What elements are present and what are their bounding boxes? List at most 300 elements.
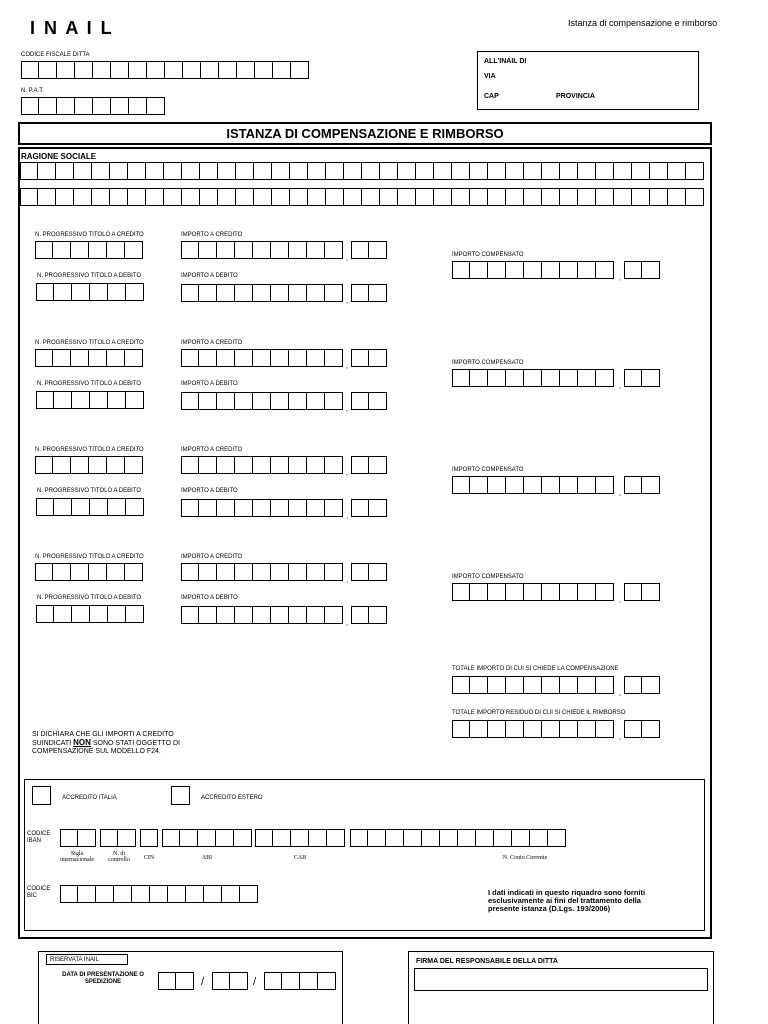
importo-debito-decimal-2[interactable] [351, 392, 387, 410]
importo-compensato-decimal-4[interactable] [624, 583, 660, 601]
char-cell[interactable] [351, 241, 369, 259]
char-cell[interactable] [201, 61, 219, 79]
char-cell[interactable] [548, 829, 566, 847]
char-cell[interactable] [39, 97, 57, 115]
char-cell[interactable] [642, 369, 660, 387]
char-cell[interactable] [686, 188, 704, 206]
char-cell[interactable] [434, 162, 452, 180]
char-cell[interactable] [344, 162, 362, 180]
char-cell[interactable] [318, 972, 336, 990]
char-cell[interactable] [440, 829, 458, 847]
char-cell[interactable] [560, 261, 578, 279]
char-cell[interactable] [199, 284, 217, 302]
char-cell[interactable] [147, 61, 165, 79]
char-cell[interactable] [506, 676, 524, 694]
char-cell[interactable] [380, 162, 398, 180]
char-cell[interactable] [351, 284, 369, 302]
char-cell[interactable] [271, 563, 289, 581]
char-cell[interactable] [176, 972, 194, 990]
importo-compensato-decimal-3[interactable] [624, 476, 660, 494]
char-cell[interactable] [129, 97, 147, 115]
char-cell[interactable] [164, 162, 182, 180]
char-cell[interactable] [452, 676, 470, 694]
char-cell[interactable] [20, 188, 38, 206]
char-cell[interactable] [290, 188, 308, 206]
prog-credito-input-3[interactable] [35, 456, 143, 474]
char-cell[interactable] [488, 261, 506, 279]
char-cell[interactable] [578, 676, 596, 694]
char-cell[interactable] [368, 829, 386, 847]
char-cell[interactable] [35, 349, 53, 367]
char-cell[interactable] [307, 241, 325, 259]
char-cell[interactable] [369, 456, 387, 474]
char-cell[interactable] [216, 829, 234, 847]
total-compensazione-integer[interactable] [452, 676, 614, 694]
char-cell[interactable] [542, 369, 560, 387]
char-cell[interactable] [350, 829, 368, 847]
char-cell[interactable] [434, 188, 452, 206]
char-cell[interactable] [624, 261, 642, 279]
iban-conto-corrente[interactable] [350, 829, 566, 847]
char-cell[interactable] [524, 261, 542, 279]
char-cell[interactable] [235, 499, 253, 517]
char-cell[interactable] [199, 563, 217, 581]
char-cell[interactable] [89, 349, 107, 367]
char-cell[interactable] [271, 456, 289, 474]
char-cell[interactable] [632, 162, 650, 180]
char-cell[interactable] [199, 241, 217, 259]
char-cell[interactable] [89, 456, 107, 474]
char-cell[interactable] [325, 392, 343, 410]
char-cell[interactable] [369, 241, 387, 259]
char-cell[interactable] [182, 188, 200, 206]
char-cell[interactable] [308, 188, 326, 206]
char-cell[interactable] [111, 97, 129, 115]
char-cell[interactable] [642, 676, 660, 694]
char-cell[interactable] [107, 563, 125, 581]
char-cell[interactable] [56, 188, 74, 206]
pat-input[interactable] [21, 97, 165, 115]
char-cell[interactable] [181, 392, 199, 410]
char-cell[interactable] [452, 162, 470, 180]
char-cell[interactable] [524, 369, 542, 387]
char-cell[interactable] [90, 391, 108, 409]
char-cell[interactable] [60, 829, 78, 847]
char-cell[interactable] [578, 583, 596, 601]
char-cell[interactable] [78, 829, 96, 847]
iban-sigla-internazionale[interactable] [60, 829, 96, 847]
char-cell[interactable] [650, 162, 668, 180]
char-cell[interactable] [111, 61, 129, 79]
char-cell[interactable] [307, 456, 325, 474]
char-cell[interactable] [217, 499, 235, 517]
char-cell[interactable] [596, 261, 614, 279]
char-cell[interactable] [57, 61, 75, 79]
char-cell[interactable] [54, 498, 72, 516]
importo-compensato-integer-4[interactable] [452, 583, 614, 601]
char-cell[interactable] [89, 563, 107, 581]
char-cell[interactable] [452, 476, 470, 494]
char-cell[interactable] [146, 188, 164, 206]
char-cell[interactable] [624, 583, 642, 601]
char-cell[interactable] [100, 829, 118, 847]
char-cell[interactable] [264, 972, 282, 990]
total-compensazione-decimal[interactable] [624, 676, 660, 694]
ragione-sociale-row-1[interactable] [20, 162, 704, 180]
char-cell[interactable] [126, 498, 144, 516]
char-cell[interactable] [470, 369, 488, 387]
char-cell[interactable] [596, 188, 614, 206]
char-cell[interactable] [236, 162, 254, 180]
char-cell[interactable] [36, 498, 54, 516]
char-cell[interactable] [36, 283, 54, 301]
char-cell[interactable] [182, 162, 200, 180]
char-cell[interactable] [128, 188, 146, 206]
accredito-estero-checkbox[interactable] [171, 786, 190, 805]
char-cell[interactable] [230, 972, 248, 990]
char-cell[interactable] [578, 476, 596, 494]
codice-fiscale-input[interactable] [21, 61, 309, 79]
char-cell[interactable] [255, 829, 273, 847]
char-cell[interactable] [128, 162, 146, 180]
char-cell[interactable] [90, 498, 108, 516]
char-cell[interactable] [198, 829, 216, 847]
importo-credito-integer-1[interactable] [181, 241, 343, 259]
char-cell[interactable] [488, 676, 506, 694]
char-cell[interactable] [217, 606, 235, 624]
char-cell[interactable] [560, 676, 578, 694]
char-cell[interactable] [524, 162, 542, 180]
char-cell[interactable] [289, 499, 307, 517]
char-cell[interactable] [369, 499, 387, 517]
char-cell[interactable] [219, 61, 237, 79]
char-cell[interactable] [307, 563, 325, 581]
char-cell[interactable] [199, 456, 217, 474]
char-cell[interactable] [369, 563, 387, 581]
char-cell[interactable] [470, 583, 488, 601]
char-cell[interactable] [524, 476, 542, 494]
char-cell[interactable] [362, 188, 380, 206]
importo-compensato-integer-1[interactable] [452, 261, 614, 279]
char-cell[interactable] [253, 284, 271, 302]
char-cell[interactable] [560, 162, 578, 180]
char-cell[interactable] [126, 283, 144, 301]
char-cell[interactable] [71, 241, 89, 259]
importo-debito-integer-4[interactable] [181, 606, 343, 624]
char-cell[interactable] [596, 476, 614, 494]
char-cell[interactable] [96, 885, 114, 903]
char-cell[interactable] [162, 829, 180, 847]
char-cell[interactable] [369, 349, 387, 367]
char-cell[interactable] [21, 97, 39, 115]
iban-abi[interactable] [162, 829, 252, 847]
char-cell[interactable] [398, 162, 416, 180]
char-cell[interactable] [235, 606, 253, 624]
char-cell[interactable] [272, 162, 290, 180]
char-cell[interactable] [71, 563, 89, 581]
char-cell[interactable] [56, 162, 74, 180]
char-cell[interactable] [218, 188, 236, 206]
char-cell[interactable] [78, 885, 96, 903]
char-cell[interactable] [200, 188, 218, 206]
char-cell[interactable] [307, 349, 325, 367]
char-cell[interactable] [253, 456, 271, 474]
char-cell[interactable] [351, 499, 369, 517]
char-cell[interactable] [255, 61, 273, 79]
char-cell[interactable] [327, 829, 345, 847]
char-cell[interactable] [53, 563, 71, 581]
char-cell[interactable] [253, 392, 271, 410]
char-cell[interactable] [181, 563, 199, 581]
char-cell[interactable] [235, 241, 253, 259]
char-cell[interactable] [488, 583, 506, 601]
char-cell[interactable] [596, 162, 614, 180]
char-cell[interactable] [253, 563, 271, 581]
char-cell[interactable] [217, 456, 235, 474]
char-cell[interactable] [452, 369, 470, 387]
importo-compensato-decimal-1[interactable] [624, 261, 660, 279]
char-cell[interactable] [53, 456, 71, 474]
char-cell[interactable] [494, 829, 512, 847]
char-cell[interactable] [54, 283, 72, 301]
char-cell[interactable] [596, 583, 614, 601]
prog-credito-input-2[interactable] [35, 349, 143, 367]
char-cell[interactable] [54, 605, 72, 623]
char-cell[interactable] [542, 583, 560, 601]
iban-cin[interactable] [140, 829, 158, 847]
char-cell[interactable] [186, 885, 204, 903]
char-cell[interactable] [488, 369, 506, 387]
char-cell[interactable] [39, 61, 57, 79]
char-cell[interactable] [140, 829, 158, 847]
char-cell[interactable] [289, 456, 307, 474]
char-cell[interactable] [289, 284, 307, 302]
char-cell[interactable] [272, 188, 290, 206]
char-cell[interactable] [289, 606, 307, 624]
char-cell[interactable] [271, 241, 289, 259]
char-cell[interactable] [291, 829, 309, 847]
char-cell[interactable] [107, 456, 125, 474]
importo-compensato-integer-2[interactable] [452, 369, 614, 387]
char-cell[interactable] [110, 188, 128, 206]
char-cell[interactable] [325, 349, 343, 367]
iban-numero-controllo[interactable] [100, 829, 136, 847]
char-cell[interactable] [118, 829, 136, 847]
char-cell[interactable] [199, 392, 217, 410]
char-cell[interactable] [325, 284, 343, 302]
char-cell[interactable] [35, 563, 53, 581]
char-cell[interactable] [90, 283, 108, 301]
accredito-italia-checkbox[interactable] [32, 786, 51, 805]
data-giorno-input[interactable] [158, 972, 194, 990]
char-cell[interactable] [524, 720, 542, 738]
char-cell[interactable] [325, 456, 343, 474]
char-cell[interactable] [642, 476, 660, 494]
char-cell[interactable] [199, 606, 217, 624]
importo-credito-decimal-1[interactable] [351, 241, 387, 259]
char-cell[interactable] [181, 456, 199, 474]
char-cell[interactable] [614, 188, 632, 206]
char-cell[interactable] [71, 349, 89, 367]
char-cell[interactable] [271, 349, 289, 367]
char-cell[interactable] [307, 284, 325, 302]
char-cell[interactable] [458, 829, 476, 847]
char-cell[interactable] [217, 349, 235, 367]
importo-credito-decimal-4[interactable] [351, 563, 387, 581]
char-cell[interactable] [254, 188, 272, 206]
char-cell[interactable] [307, 606, 325, 624]
char-cell[interactable] [253, 499, 271, 517]
char-cell[interactable] [181, 241, 199, 259]
char-cell[interactable] [126, 605, 144, 623]
char-cell[interactable] [488, 162, 506, 180]
char-cell[interactable] [542, 162, 560, 180]
char-cell[interactable] [470, 261, 488, 279]
char-cell[interactable] [20, 162, 38, 180]
char-cell[interactable] [344, 188, 362, 206]
char-cell[interactable] [168, 885, 186, 903]
char-cell[interactable] [300, 972, 318, 990]
char-cell[interactable] [199, 499, 217, 517]
char-cell[interactable] [506, 261, 524, 279]
char-cell[interactable] [452, 188, 470, 206]
char-cell[interactable] [60, 885, 78, 903]
char-cell[interactable] [71, 456, 89, 474]
char-cell[interactable] [237, 61, 255, 79]
importo-debito-integer-2[interactable] [181, 392, 343, 410]
char-cell[interactable] [108, 283, 126, 301]
char-cell[interactable] [476, 829, 494, 847]
char-cell[interactable] [74, 188, 92, 206]
char-cell[interactable] [578, 162, 596, 180]
importo-debito-integer-1[interactable] [181, 284, 343, 302]
char-cell[interactable] [200, 162, 218, 180]
importo-compensato-decimal-2[interactable] [624, 369, 660, 387]
char-cell[interactable] [271, 392, 289, 410]
char-cell[interactable] [624, 476, 642, 494]
char-cell[interactable] [624, 720, 642, 738]
importo-credito-integer-3[interactable] [181, 456, 343, 474]
char-cell[interactable] [236, 188, 254, 206]
char-cell[interactable] [325, 606, 343, 624]
char-cell[interactable] [36, 391, 54, 409]
char-cell[interactable] [560, 476, 578, 494]
char-cell[interactable] [125, 349, 143, 367]
char-cell[interactable] [530, 829, 548, 847]
char-cell[interactable] [147, 97, 165, 115]
importo-debito-decimal-1[interactable] [351, 284, 387, 302]
char-cell[interactable] [470, 720, 488, 738]
char-cell[interactable] [253, 241, 271, 259]
char-cell[interactable] [506, 369, 524, 387]
char-cell[interactable] [35, 241, 53, 259]
char-cell[interactable] [369, 606, 387, 624]
char-cell[interactable] [668, 162, 686, 180]
char-cell[interactable] [93, 61, 111, 79]
char-cell[interactable] [57, 97, 75, 115]
char-cell[interactable] [181, 349, 199, 367]
char-cell[interactable] [35, 456, 53, 474]
char-cell[interactable] [36, 605, 54, 623]
importo-credito-decimal-2[interactable] [351, 349, 387, 367]
char-cell[interactable] [452, 720, 470, 738]
char-cell[interactable] [542, 676, 560, 694]
ragione-sociale-row-2[interactable] [20, 188, 704, 206]
char-cell[interactable] [181, 284, 199, 302]
char-cell[interactable] [253, 349, 271, 367]
char-cell[interactable] [21, 61, 39, 79]
char-cell[interactable] [253, 606, 271, 624]
char-cell[interactable] [386, 829, 404, 847]
char-cell[interactable] [181, 499, 199, 517]
char-cell[interactable] [642, 720, 660, 738]
char-cell[interactable] [164, 188, 182, 206]
char-cell[interactable] [89, 241, 107, 259]
char-cell[interactable] [632, 188, 650, 206]
char-cell[interactable] [129, 61, 147, 79]
char-cell[interactable] [235, 392, 253, 410]
char-cell[interactable] [54, 391, 72, 409]
char-cell[interactable] [235, 349, 253, 367]
char-cell[interactable] [110, 162, 128, 180]
char-cell[interactable] [578, 188, 596, 206]
char-cell[interactable] [72, 605, 90, 623]
char-cell[interactable] [53, 349, 71, 367]
char-cell[interactable] [524, 188, 542, 206]
char-cell[interactable] [596, 369, 614, 387]
char-cell[interactable] [289, 563, 307, 581]
char-cell[interactable] [132, 885, 150, 903]
total-rimborso-decimal[interactable] [624, 720, 660, 738]
char-cell[interactable] [234, 829, 252, 847]
char-cell[interactable] [506, 583, 524, 601]
char-cell[interactable] [596, 676, 614, 694]
char-cell[interactable] [235, 563, 253, 581]
char-cell[interactable] [74, 162, 92, 180]
char-cell[interactable] [351, 606, 369, 624]
char-cell[interactable] [92, 162, 110, 180]
char-cell[interactable] [488, 476, 506, 494]
char-cell[interactable] [93, 97, 111, 115]
char-cell[interactable] [470, 676, 488, 694]
char-cell[interactable] [650, 188, 668, 206]
char-cell[interactable] [108, 391, 126, 409]
char-cell[interactable] [291, 61, 309, 79]
char-cell[interactable] [512, 829, 530, 847]
char-cell[interactable] [416, 162, 434, 180]
char-cell[interactable] [271, 284, 289, 302]
char-cell[interactable] [642, 261, 660, 279]
char-cell[interactable] [150, 885, 168, 903]
importo-debito-decimal-4[interactable] [351, 606, 387, 624]
char-cell[interactable] [53, 241, 71, 259]
char-cell[interactable] [90, 605, 108, 623]
char-cell[interactable] [75, 61, 93, 79]
char-cell[interactable] [180, 829, 198, 847]
char-cell[interactable] [488, 188, 506, 206]
char-cell[interactable] [222, 885, 240, 903]
char-cell[interactable] [470, 188, 488, 206]
char-cell[interactable] [282, 972, 300, 990]
char-cell[interactable] [542, 476, 560, 494]
char-cell[interactable] [362, 162, 380, 180]
char-cell[interactable] [422, 829, 440, 847]
importo-compensato-integer-3[interactable] [452, 476, 614, 494]
char-cell[interactable] [108, 498, 126, 516]
char-cell[interactable] [404, 829, 422, 847]
char-cell[interactable] [38, 162, 56, 180]
prog-debito-input-2[interactable] [36, 391, 144, 409]
